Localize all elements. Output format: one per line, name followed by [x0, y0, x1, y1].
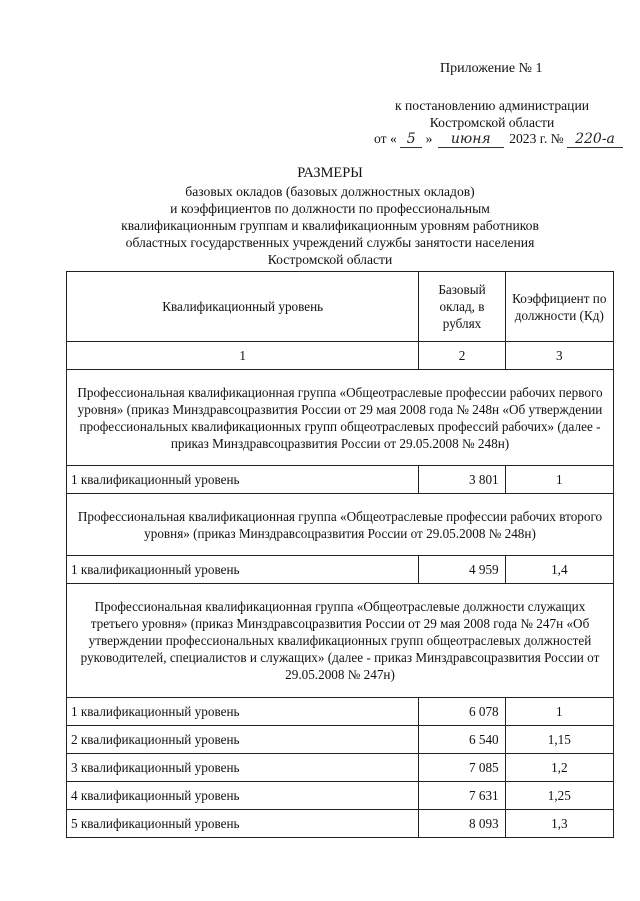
coef-cell: 1,2	[505, 754, 613, 782]
column-number: 3	[505, 342, 613, 370]
header-salary: Базовый оклад, в рублях	[419, 272, 505, 342]
title-line: базовых окладов (базовых должностных окладов)	[185, 184, 475, 199]
table-numbering-row	[67, 342, 614, 370]
salary-cell: 7 085	[419, 754, 505, 782]
decree-line: к постановлению администрации	[395, 98, 589, 113]
table-row	[67, 556, 614, 584]
group-title-row	[67, 584, 614, 698]
salary-cell: 4 959	[419, 556, 505, 584]
decree-line: Костромской области	[429, 115, 555, 130]
table-row	[67, 726, 614, 754]
coef-cell: 1,4	[505, 556, 613, 584]
title-line: областных государственных учреждений службы занятости населения	[125, 235, 535, 250]
coef-cell: 1,15	[505, 726, 613, 754]
table-row	[67, 810, 614, 838]
column-number: 1	[67, 342, 419, 370]
level-cell: 1 квалификационный уровень	[67, 698, 419, 726]
group-title: Профессиональная квалификационная группа «Общеотраслевые профессии рабочих первого уровня» (приказ Минздравсоцразвития России от 29 мая 2008 года № 248н «Об утверждении профессиональных квалификационных групп общеотраслевых профессий рабочих» (далее - приказ Минздравсоцразвития России от 29.05.2008 № 248н)	[67, 370, 614, 466]
level-cell: 1 квалификационный уровень	[67, 466, 419, 494]
date-prefix: от «	[374, 131, 397, 146]
header-coef: Коэффициент по должности (Кд)	[505, 272, 613, 342]
coef-cell: 1,3	[505, 810, 613, 838]
group-title: Профессиональная квалификационная группа «Общеотраслевые профессии рабочих второго уровня» (приказ Минздравсоцразвития России от 29.05.2008 № 248н)	[67, 494, 614, 556]
level-cell: 3 квалификационный уровень	[67, 754, 419, 782]
coef-cell: 1	[505, 698, 613, 726]
handwritten-number: 220-а	[567, 132, 623, 148]
salary-cell: 6 078	[419, 698, 505, 726]
salary-table	[66, 271, 614, 838]
salary-cell: 6 540	[419, 726, 505, 754]
header-level: Квалификационный уровень	[67, 272, 419, 342]
decree-reference	[362, 97, 622, 131]
group-title-row	[67, 494, 614, 556]
coef-cell: 1,25	[505, 782, 613, 810]
table-row	[67, 754, 614, 782]
table-row	[67, 782, 614, 810]
group-title: Профессиональная квалификационная группа «Общеотраслевые должности служащих третьего уровня» (приказ Минздравсоцразвития России от 29 мая 2008 года № 247н «Об утверждении профессиональных квалификационных групп общеотраслевых должностей руководителей, специалистов и служащих» (далее - приказ Минздравсоцразвития России от 29.05.2008 № 247н)	[67, 584, 614, 698]
table-row	[67, 466, 614, 494]
group-title-row	[67, 370, 614, 466]
salary-cell: 8 093	[419, 810, 505, 838]
handwritten-day: 5	[400, 132, 422, 148]
column-number: 2	[419, 342, 505, 370]
level-cell: 5 квалификационный уровень	[67, 810, 419, 838]
salary-cell: 7 631	[419, 782, 505, 810]
title-line: квалификационным группам и квалификационным уровням работников	[121, 218, 539, 233]
title-line: и коэффициентов по должности по профессиональным	[170, 201, 490, 216]
date-day-close: »	[425, 131, 433, 146]
document-title	[64, 165, 596, 268]
level-cell: 1 квалификационный уровень	[67, 556, 419, 584]
date-year: 2023 г. №	[509, 131, 564, 146]
level-cell: 2 квалификационный уровень	[67, 726, 419, 754]
title-line: Костромской области	[267, 252, 393, 267]
salary-cell: 3 801	[419, 466, 505, 494]
handwritten-month: июня	[438, 132, 504, 148]
coef-cell: 1	[505, 466, 613, 494]
title-main: РАЗМЕРЫ	[297, 165, 363, 181]
decree-date-line	[374, 131, 623, 148]
table-header-row	[67, 272, 614, 342]
level-cell: 4 квалификационный уровень	[67, 782, 419, 810]
appendix-label: Приложение № 1	[440, 61, 543, 76]
table-row	[67, 698, 614, 726]
